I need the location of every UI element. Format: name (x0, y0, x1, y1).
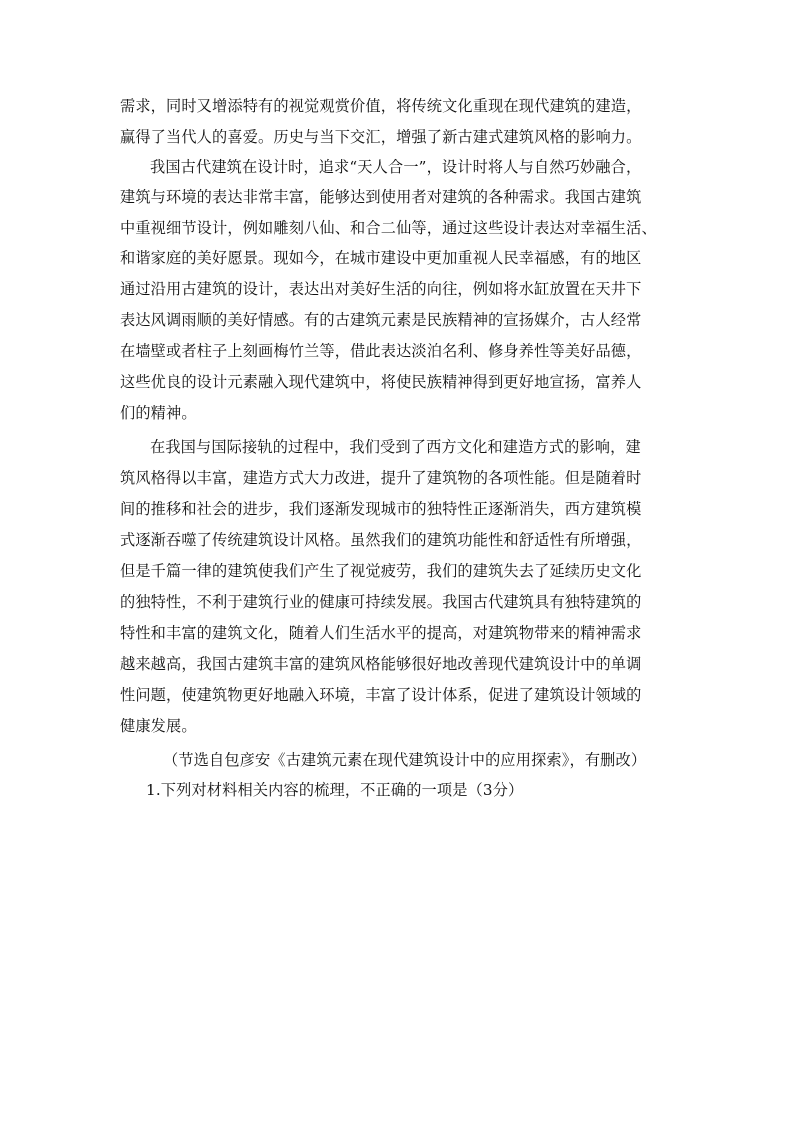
paragraph-3-line-4: 式逐渐吞噬了传统建筑设计风格。虽然我们的建筑功能性和舒适性有所增强， (120, 531, 642, 549)
paragraph-2-line-5: 通过沿用古建筑的设计，表达出对美好生活的向往，例如将水缸放置在天井下 (120, 280, 642, 298)
paragraph-3-line-8: 越来越高，我国古建筑丰富的建筑风格能够很好地改善现代建筑设计中的单调 (120, 655, 642, 673)
paragraph-2-line-3: 中重视细节设计，例如雕刻八仙、和合二仙等，通过这些设计表达对幸福生活、 (120, 219, 657, 237)
source-note: （节选自包彦安《古建筑元素在现代建筑设计中的应用探索》，有删改） (163, 751, 647, 769)
paragraph-2-line-2: 建筑与环境的表达非常丰富，能够达到使用者对建筑的各种需求。我国古建筑 (120, 188, 642, 206)
paragraph-2-line-8: 这些优良的设计元素融入现代建筑中，将使民族精神得到更好地宣扬，富养人 (120, 373, 642, 391)
paragraph-2-line-6: 表达风调雨顺的美好情感。有的古建筑元素是民族精神的宣扬媒介，古人经常 (120, 311, 642, 329)
paragraph-3-line-5: 但是千篇一律的建筑使我们产生了视觉疲劳，我们的建筑失去了延续历史文化 (120, 562, 642, 580)
paragraph-3-line-6: 的独特性，不利于建筑行业的健康可持续发展。我国古代建筑具有独特建筑的 (120, 593, 642, 611)
question-1-stem: 1.下列对材料相关内容的梳理，不正确的一项是（3分） (146, 781, 524, 799)
paragraph-2-line-1: 我国古代建筑在设计时，追求“天人合一”，设计时将人与自然巧妙融合， (150, 158, 642, 176)
paragraph-3-line-9: 性问题，使建筑物更好地融入环境，丰富了设计体系，促进了建筑设计领域的 (120, 686, 642, 704)
paragraph-3-line-3: 间的推移和社会的进步，我们逐渐发现城市的独特性正逐渐消失，西方建筑模 (120, 500, 642, 518)
paragraph-1-line-2: 赢得了当代人的喜爱。历史与当下交汇，增强了新古建式建筑风格的影响力。 (120, 128, 642, 146)
paragraph-3-line-2: 筑风格得以丰富，建造方式大力改进，提升了建筑物的各项性能。但是随着时 (120, 469, 642, 487)
paragraph-2-line-4: 和谐家庭的美好愿景。现如今，在城市建设中更加重视人民幸福感，有的地区 (120, 249, 642, 267)
paragraph-3-line-10: 健康发展。 (120, 717, 197, 735)
paragraph-2-line-9: 们的精神。 (120, 404, 197, 422)
paragraph-3-line-7: 特性和丰富的建筑文化，随着人们生活水平的提高，对建筑物带来的精神需求 (120, 624, 642, 642)
paragraph-1-line-1: 需求，同时又增添特有的视觉观赏价值，将传统文化重现在现代建筑的建造， (120, 97, 642, 115)
paragraph-3-line-1: 在我国与国际接轨的过程中，我们受到了西方文化和建造方式的影响，建 (150, 438, 641, 456)
paragraph-2-line-7: 在墙壁或者柱子上刻画梅竹兰等，借此表达淡泊名利、修身养性等美好品德， (120, 342, 642, 360)
